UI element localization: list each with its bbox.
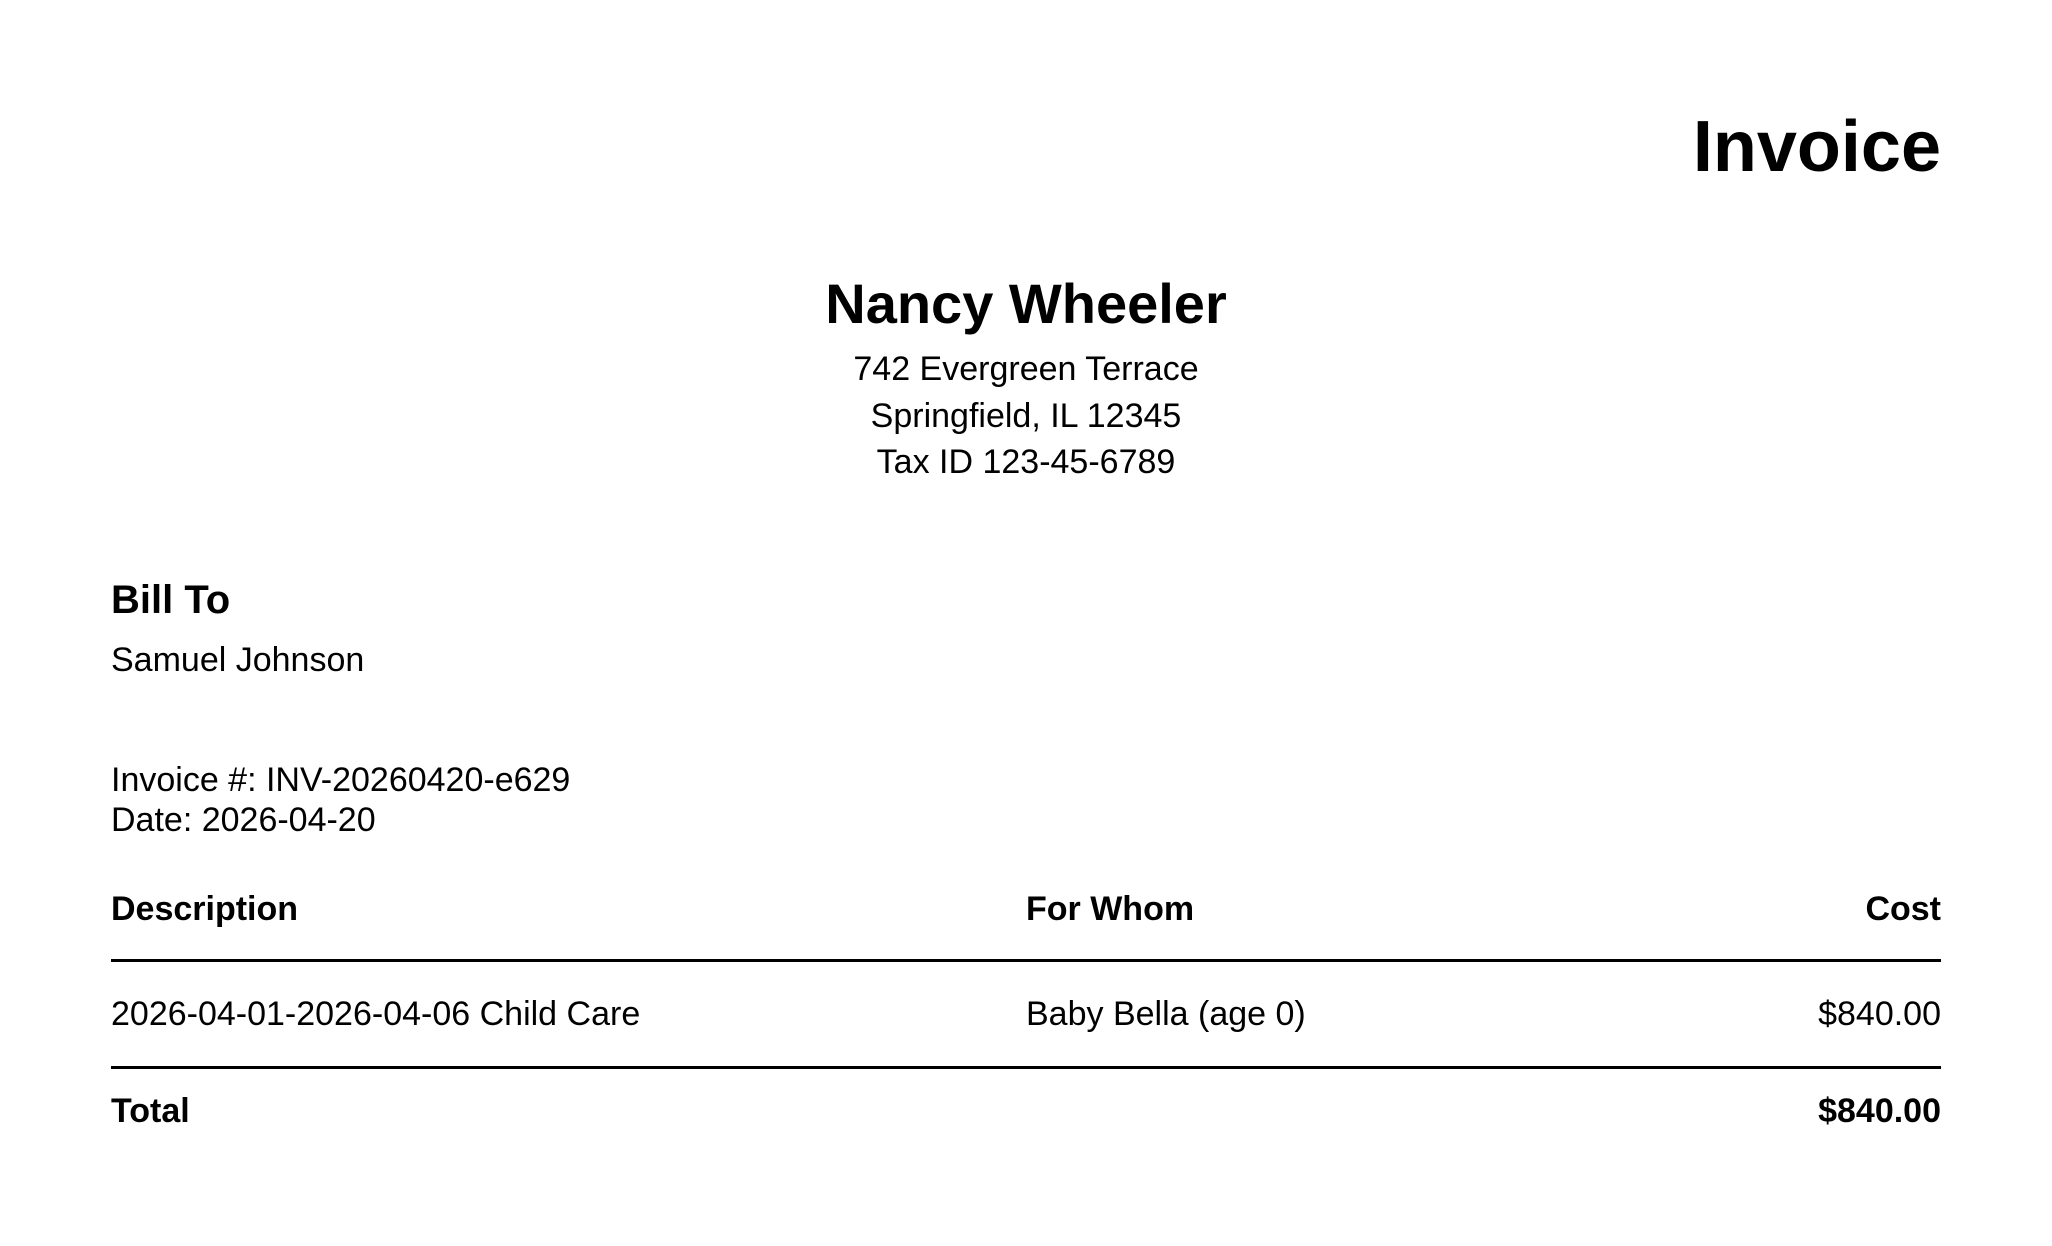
total-spacer bbox=[1026, 1068, 1626, 1154]
bill-to-block bbox=[111, 572, 364, 688]
row-for-whom: Baby Bella (age 0) bbox=[1026, 961, 1626, 1068]
row-cost: $840.00 bbox=[1626, 961, 1941, 1068]
bill-to-heading: Bill To bbox=[111, 578, 231, 622]
sender-name: Nancy Wheeler bbox=[825, 272, 1227, 335]
invoice-meta bbox=[111, 760, 570, 840]
sender-address-line1: 742 Evergreen Terrace bbox=[853, 350, 1199, 388]
invoice-title: Invoice bbox=[1692, 107, 1941, 187]
sender-address-line2: Springfield, IL 12345 bbox=[870, 396, 1182, 435]
bill-to-name: Samuel Johnson bbox=[111, 641, 365, 679]
header-description: Description bbox=[111, 889, 1026, 961]
invoice-page bbox=[111, 0, 1941, 1246]
total-row bbox=[111, 1068, 1941, 1154]
total-value: $840.00 bbox=[1818, 1092, 1941, 1130]
table-row bbox=[111, 961, 1941, 1068]
row-description: 2026-04-01-2026-04-06 Child Care bbox=[111, 961, 1026, 1068]
sender-tax-id: Tax ID 123-45-6789 bbox=[876, 443, 1176, 481]
invoice-date: Date: 2026-04-20 bbox=[111, 801, 376, 839]
header-for-whom: For Whom bbox=[1026, 889, 1626, 961]
sender-block bbox=[111, 262, 1941, 486]
table-header-row bbox=[111, 889, 1941, 961]
line-items-table bbox=[111, 889, 1941, 1153]
header-cost: Cost bbox=[1626, 889, 1941, 961]
total-label: Total bbox=[111, 1092, 190, 1130]
invoice-number: Invoice #: INV-20260420-e629 bbox=[111, 761, 571, 799]
